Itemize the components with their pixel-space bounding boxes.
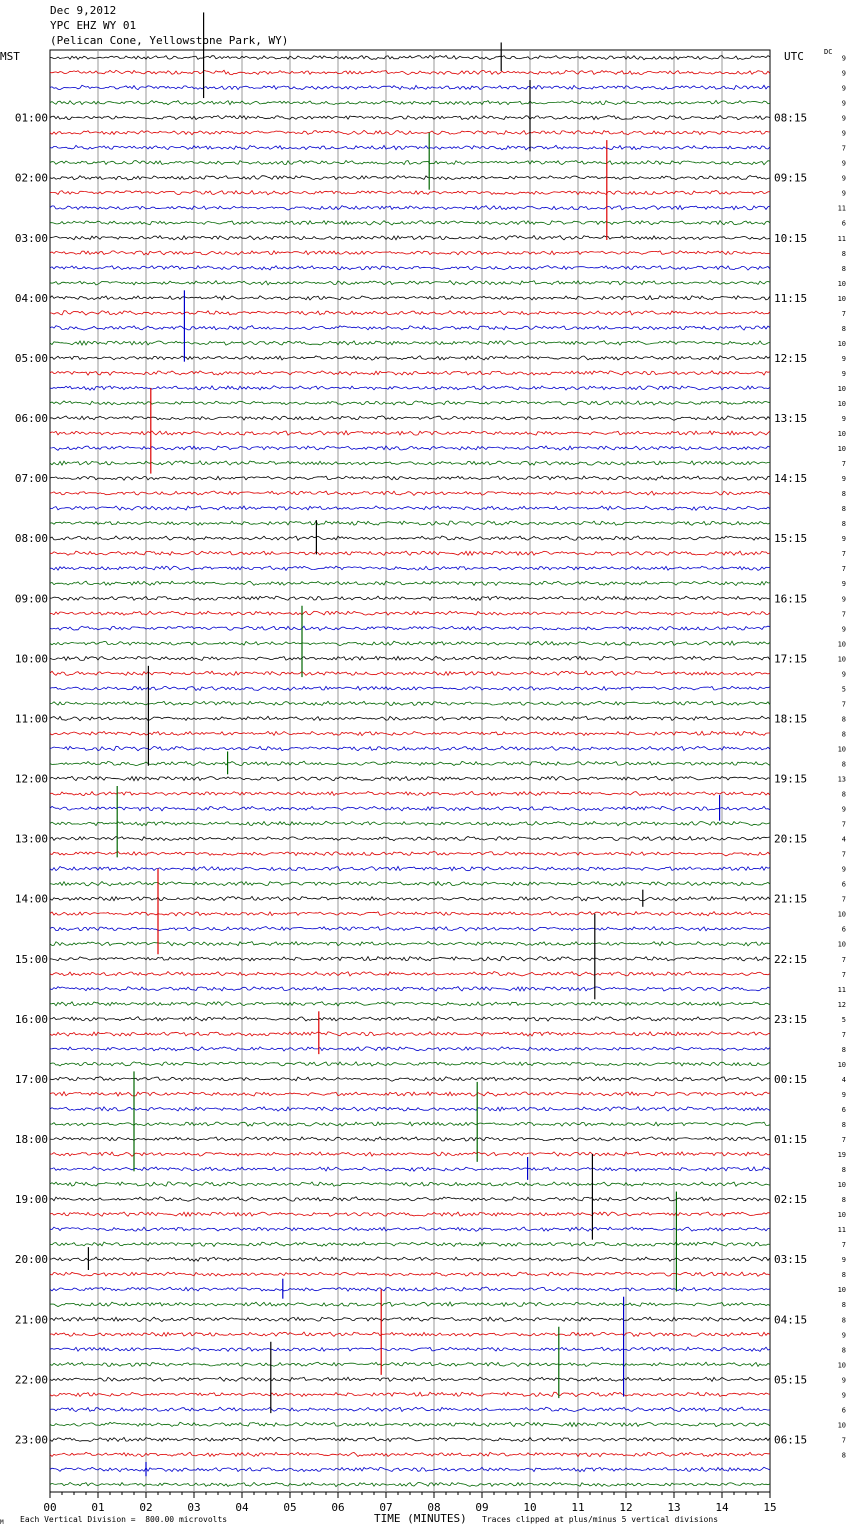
x-tick-label: 03: [187, 1501, 201, 1514]
trace-66: [50, 1047, 770, 1051]
dc-offset-label: 7: [841, 970, 846, 979]
trace-77: [50, 1212, 770, 1216]
left-hour-label: 15:00: [14, 952, 48, 966]
x-axis-label: TIME (MINUTES): [374, 1512, 467, 1525]
trace-84: [50, 1317, 770, 1321]
left-hour-label: 03:00: [14, 231, 48, 245]
dc-offset-label: 9: [841, 84, 846, 93]
dc-offset-label: 10: [837, 445, 846, 454]
trace-2: [50, 85, 770, 89]
trace-44: [50, 716, 770, 721]
dc-offset-label: 11: [837, 1226, 846, 1235]
trace-24: [50, 416, 770, 421]
right-hour-label: 08:15: [774, 111, 808, 125]
trace-50: [50, 806, 770, 810]
trace-22: [50, 386, 770, 391]
dc-offset-label: 8: [841, 1271, 846, 1280]
dc-offset-label: 11: [837, 234, 846, 243]
left-hour-label: 17:00: [14, 1072, 48, 1086]
left-hour-label: 06:00: [14, 412, 48, 425]
dc-offset-label: 8: [841, 1166, 846, 1175]
left-timezone-label: MST: [0, 50, 20, 63]
trace-94: [50, 1467, 770, 1472]
trace-9: [50, 191, 770, 195]
right-hour-label: 04:15: [774, 1313, 808, 1327]
clip-note: Traces clipped at plus/minus 5 vertical divisions: [482, 1515, 719, 1524]
x-tick-label: 04: [235, 1501, 249, 1514]
chart-date: Dec 9,2012: [50, 4, 117, 17]
left-hour-label: 19:00: [14, 1193, 48, 1207]
dc-offset-label: 9: [841, 475, 846, 484]
dc-offset-label: 8: [841, 490, 846, 499]
x-tick-label: 14: [715, 1501, 729, 1514]
right-hour-label: 09:15: [774, 171, 808, 185]
trace-70: [50, 1107, 770, 1111]
trace-46: [50, 746, 770, 750]
dc-offset-label: 6: [841, 925, 846, 934]
left-hour-label: 07:00: [14, 472, 48, 486]
dc-offset-label: 10: [837, 745, 846, 754]
trace-23: [50, 401, 770, 405]
trace-30: [50, 506, 770, 510]
trace-19: [50, 341, 770, 345]
dc-offset-label: 10: [837, 1060, 846, 1069]
trace-75: [50, 1182, 770, 1186]
dc-offset-label: 9: [841, 174, 846, 183]
right-hour-label: 17:15: [774, 652, 808, 666]
dc-offset-label: 6: [841, 1406, 846, 1415]
dc-offset-label: 6: [841, 880, 846, 889]
trace-40: [50, 656, 770, 660]
dc-offset-label: 7: [841, 1436, 846, 1445]
trace-69: [50, 1092, 770, 1096]
dc-offset-label: 9: [841, 1256, 846, 1265]
trace-1: [50, 70, 770, 74]
x-tick-label: 01: [91, 1501, 105, 1514]
trace-0: [50, 55, 770, 59]
dc-offset-label: 8: [841, 1196, 846, 1205]
trace-21: [50, 371, 770, 375]
trace-13: [50, 251, 770, 255]
right-hour-label: 10:15: [774, 231, 808, 245]
trace-4: [50, 116, 770, 120]
trace-6: [50, 145, 770, 149]
dc-offset-label: 7: [841, 1136, 846, 1144]
left-hour-label: 12:00: [14, 772, 48, 786]
dc-offset-label: 9: [841, 805, 846, 814]
dc-offset-label: 9: [841, 54, 846, 63]
dc-offset-label: 10: [837, 430, 846, 439]
dc-column-label: DC: [824, 48, 833, 56]
dc-offset-label: 7: [841, 610, 846, 619]
trace-49: [50, 791, 770, 795]
dc-offset-label: 8: [841, 249, 846, 258]
dc-offset-label: 5: [841, 1015, 846, 1024]
trace-32: [50, 536, 770, 540]
right-hour-label: 23:15: [774, 1012, 808, 1026]
dc-offset-label: 9: [841, 535, 846, 544]
trace-86: [50, 1347, 770, 1351]
dc-offset-label: 10: [837, 1421, 846, 1430]
left-hour-label: 14:00: [14, 892, 48, 906]
dc-offset-label: 4: [841, 835, 846, 844]
trace-41: [50, 671, 770, 675]
dc-offset-label: 7: [841, 1030, 846, 1039]
left-hour-label: 01:00: [14, 111, 48, 125]
x-tick-label: 10: [523, 1501, 537, 1514]
dc-offset-label: 8: [841, 1316, 846, 1325]
trace-72: [50, 1137, 770, 1141]
trace-15: [50, 281, 770, 285]
trace-52: [50, 837, 770, 841]
trace-73: [50, 1152, 770, 1156]
dc-offset-label: 4: [841, 1075, 846, 1084]
trace-89: [50, 1392, 770, 1396]
dc-offset-label: 8: [841, 760, 846, 769]
right-hour-label: 03:15: [774, 1253, 808, 1267]
trace-82: [50, 1287, 770, 1291]
trace-62: [50, 987, 770, 991]
right-hour-label: 13:15: [774, 412, 808, 425]
left-hour-label: 04:00: [14, 291, 48, 305]
trace-10: [50, 206, 770, 211]
dc-offset-label: 9: [841, 670, 846, 679]
trace-31: [50, 521, 770, 525]
dc-offset-label: 8: [841, 715, 846, 724]
trace-51: [50, 821, 770, 826]
trace-76: [50, 1197, 770, 1201]
trace-38: [50, 626, 770, 630]
dc-offset-label: 7: [841, 700, 846, 709]
trace-28: [50, 476, 770, 480]
trace-29: [50, 491, 770, 495]
trace-14: [50, 266, 770, 270]
dc-offset-label: 9: [841, 99, 846, 108]
left-hour-label: 23:00: [14, 1433, 48, 1447]
dc-offset-label: 9: [841, 1376, 846, 1385]
dc-offset-label: 10: [837, 384, 846, 393]
trace-48: [50, 776, 770, 780]
dc-offset-label: 9: [841, 69, 846, 78]
trace-43: [50, 701, 770, 705]
right-hour-label: 01:15: [774, 1133, 808, 1146]
right-hour-label: 11:15: [774, 291, 808, 305]
trace-74: [50, 1167, 770, 1171]
right-hour-label: 20:15: [774, 832, 808, 846]
dc-offset-label: 7: [841, 1241, 846, 1250]
dc-offset-label: 9: [841, 1331, 846, 1340]
left-hour-label: 05:00: [14, 351, 48, 365]
dc-offset-label: 10: [837, 1286, 846, 1295]
trace-88: [50, 1377, 770, 1381]
dc-offset-label: 9: [841, 129, 846, 138]
trace-42: [50, 686, 770, 690]
dc-offset-label: 7: [841, 820, 846, 829]
dc-offset-label: 7: [841, 144, 846, 153]
right-hour-label: 00:15: [774, 1072, 808, 1086]
dc-offset-label: 8: [841, 1451, 846, 1460]
trace-5: [50, 130, 770, 134]
trace-67: [50, 1062, 770, 1066]
x-tick-label: 07: [379, 1501, 393, 1514]
left-hour-label: 21:00: [14, 1313, 48, 1327]
trace-80: [50, 1257, 770, 1262]
trace-33: [50, 551, 770, 555]
trace-35: [50, 581, 770, 585]
x-tick-label: 13: [667, 1501, 681, 1514]
dc-offset-label: 7: [841, 955, 846, 964]
dc-offset-label: 10: [837, 399, 846, 408]
trace-91: [50, 1422, 770, 1426]
dc-offset-label: 8: [841, 790, 846, 799]
right-hour-label: 02:15: [774, 1193, 808, 1207]
x-tick-label: 12: [619, 1501, 633, 1514]
dc-offset-label: 11: [837, 204, 846, 213]
dc-offset-label: 9: [841, 114, 846, 123]
left-hour-label: 18:00: [14, 1133, 48, 1146]
trace-93: [50, 1452, 770, 1456]
dc-offset-label: 8: [841, 324, 846, 333]
right-hour-label: 16:15: [774, 592, 808, 606]
trace-17: [50, 311, 770, 315]
chart-subtitle: (Pelican Cone, Yellowstone Park, WY): [50, 34, 289, 47]
trace-81: [50, 1272, 770, 1276]
trace-18: [50, 326, 770, 330]
dc-offset-label: 8: [841, 520, 846, 529]
trace-79: [50, 1242, 770, 1246]
left-hour-label: 10:00: [14, 652, 48, 666]
dc-offset-label: 8: [841, 1301, 846, 1310]
dc-offset-label: 7: [841, 550, 846, 559]
right-hour-label: 14:15: [774, 472, 808, 486]
trace-92: [50, 1437, 770, 1441]
dc-offset-label: 7: [841, 309, 846, 318]
trace-3: [50, 100, 770, 104]
trace-8: [50, 176, 770, 180]
dc-offset-label: 9: [841, 369, 846, 378]
x-tick-label: 06: [331, 1501, 345, 1514]
trace-60: [50, 957, 770, 961]
trace-34: [50, 566, 770, 570]
trace-25: [50, 431, 770, 435]
trace-78: [50, 1227, 770, 1231]
trace-26: [50, 446, 770, 450]
trace-36: [50, 596, 770, 601]
dc-offset-label: 10: [837, 910, 846, 919]
trace-87: [50, 1362, 770, 1366]
trace-61: [50, 972, 770, 976]
trace-27: [50, 461, 770, 465]
trace-63: [50, 1002, 770, 1006]
dc-offset-label: 12: [837, 1000, 846, 1009]
right-hour-label: 18:15: [774, 712, 808, 726]
trace-65: [50, 1032, 770, 1037]
dc-offset-label: 8: [841, 730, 846, 739]
dc-offset-label: 13: [837, 775, 846, 784]
x-tick-label: 11: [571, 1501, 585, 1514]
trace-64: [50, 1017, 770, 1021]
x-tick-label: 05: [283, 1501, 297, 1514]
left-hour-label: 02:00: [14, 171, 48, 185]
dc-offset-label: 9: [841, 354, 846, 363]
dc-offset-label: 7: [841, 460, 846, 469]
x-tick-label: 15: [763, 1501, 777, 1514]
dc-offset-label: 7: [841, 895, 846, 904]
dc-offset-label: 9: [841, 1090, 846, 1099]
dc-offset-label: 7: [841, 850, 846, 859]
left-hour-label: 08:00: [14, 532, 48, 546]
dc-offset-label: 6: [841, 219, 846, 228]
trace-11: [50, 221, 770, 225]
trace-71: [50, 1122, 770, 1126]
trace-90: [50, 1407, 770, 1411]
x-tick-label: 09: [475, 1501, 489, 1514]
trace-47: [50, 761, 770, 765]
scale-note: Each Vertical Division = 800.00 microvolts: [20, 1515, 228, 1524]
dc-offset-label: 9: [841, 865, 846, 874]
trace-39: [50, 641, 770, 646]
dc-offset-label: 9: [841, 159, 846, 168]
right-hour-label: 21:15: [774, 892, 808, 906]
x-tick-label: 02: [139, 1501, 153, 1514]
x-tick-label: 00: [43, 1501, 57, 1514]
trace-68: [50, 1077, 770, 1082]
dc-offset-label: 10: [837, 294, 846, 303]
right-hour-label: 12:15: [774, 351, 808, 365]
dc-offset-label: 9: [841, 625, 846, 634]
dc-offset-label: 8: [841, 505, 846, 514]
trace-37: [50, 611, 770, 615]
trace-20: [50, 356, 770, 360]
dc-offset-label: 6: [841, 1105, 846, 1114]
right-timezone-label: UTC: [784, 50, 804, 63]
dc-offset-label: 8: [841, 1120, 846, 1129]
dc-offset-label: 8: [841, 1346, 846, 1355]
dc-offset-label: 5: [841, 685, 846, 694]
left-hour-label: 13:00: [14, 832, 48, 846]
dc-offset-label: 8: [841, 264, 846, 273]
dc-offset-label: 10: [837, 640, 846, 649]
right-hour-label: 19:15: [774, 772, 808, 786]
dc-offset-label: 9: [841, 1391, 846, 1400]
trace-53: [50, 851, 770, 856]
right-hour-label: 05:15: [774, 1373, 808, 1387]
trace-85: [50, 1332, 770, 1336]
dc-offset-label: 19: [837, 1151, 846, 1160]
trace-16: [50, 296, 770, 300]
dc-offset-label: 10: [837, 940, 846, 949]
dc-offset-label: 10: [837, 1211, 846, 1220]
trace-45: [50, 731, 770, 735]
dc-offset-label: 9: [841, 415, 846, 423]
right-hour-label: 22:15: [774, 952, 808, 966]
dc-offset-label: 11: [837, 985, 846, 994]
dc-offset-label: 10: [837, 1361, 846, 1370]
left-hour-label: 22:00: [14, 1373, 48, 1387]
corner-mark: M: [0, 1519, 4, 1526]
dc-offset-label: 8: [841, 1045, 846, 1054]
dc-offset-label: 10: [837, 339, 846, 348]
dc-offset-label: 7: [841, 565, 846, 574]
left-hour-label: 11:00: [14, 712, 48, 726]
left-hour-label: 09:00: [14, 592, 48, 606]
trace-12: [50, 236, 770, 240]
right-hour-label: 15:15: [774, 532, 808, 546]
x-tick-label: 08: [427, 1501, 441, 1514]
dc-offset-label: 9: [841, 595, 846, 604]
left-hour-label: 16:00: [14, 1012, 48, 1026]
trace-7: [50, 161, 770, 165]
left-hour-label: 20:00: [14, 1253, 48, 1267]
trace-83: [50, 1302, 770, 1307]
chart-title: YPC EHZ WY 01: [50, 19, 137, 32]
dc-offset-label: 10: [837, 1181, 846, 1190]
right-hour-label: 06:15: [774, 1433, 808, 1447]
dc-offset-label: 9: [841, 189, 846, 198]
trace-95: [50, 1482, 770, 1486]
dc-offset-label: 10: [837, 655, 846, 664]
dc-offset-label: 10: [837, 279, 846, 288]
dc-offset-label: 9: [841, 580, 846, 589]
